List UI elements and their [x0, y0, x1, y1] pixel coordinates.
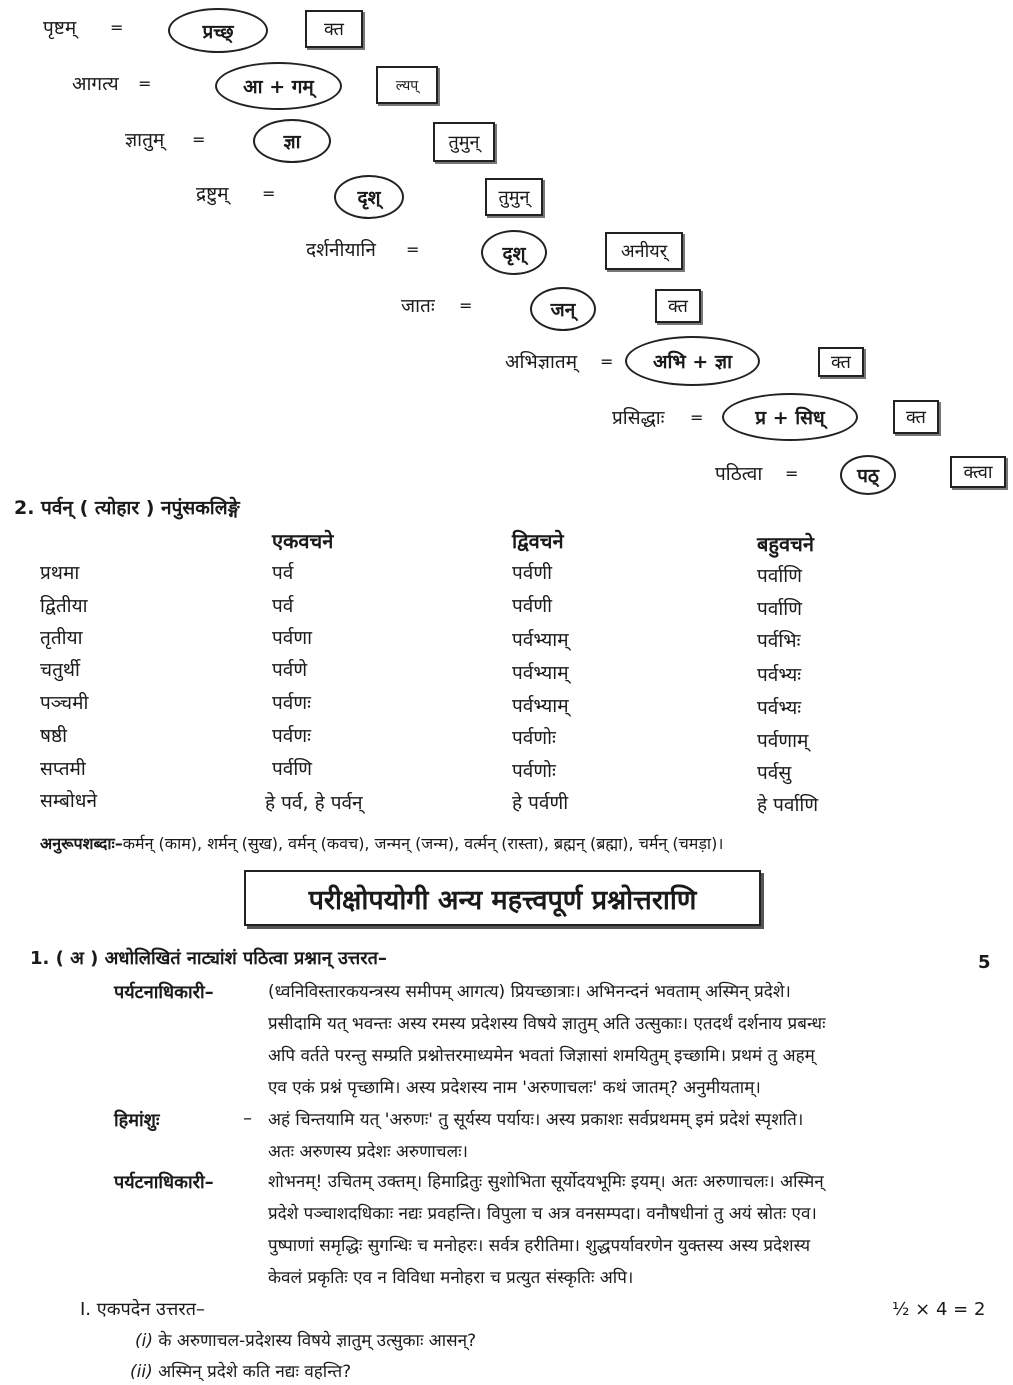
- root-oval: पठ्: [840, 455, 896, 495]
- equals-sign: =: [138, 74, 152, 93]
- case-label: द्वितीया: [40, 595, 88, 617]
- form-singular: हे पर्व, हे पर्वन्: [265, 792, 363, 814]
- case-label: षष्ठी: [40, 725, 68, 747]
- section-banner: परीक्षोपयोगी अन्य महत्त्वपूर्ण प्रश्नोत्तराणि: [244, 870, 761, 926]
- form-dual: पर्वभ्याम्: [512, 695, 569, 717]
- suffix-box: तुमुन्: [433, 122, 495, 162]
- question-instruction: अधोलिखितं नाट्यांशं पठित्वा प्रश्नान् उत्तरत–: [104, 948, 387, 969]
- derived-word: दर्शनीयानि: [306, 239, 376, 261]
- form-singular: पर्व: [272, 595, 294, 617]
- dialogue-line: (ध्वनिविस्तारकयन्त्रस्य समीपम् आगत्य) प्रियच्छात्राः। अभिनन्दनं भवताम् अस्मिन् प्रदेशे।: [268, 982, 791, 1002]
- subquestion-item: [135, 1328, 476, 1351]
- dialogue-line: पुष्पाणां समृद्धिः सुगन्धिः च मनोहरः। सर्वत्र हरीतिमा। शुद्धपर्यावरणेन युक्तस्य अस्य प्रदेशस्य: [268, 1236, 811, 1256]
- form-singular: पर्वणः: [272, 692, 311, 714]
- root-oval: दृश्: [334, 175, 404, 219]
- item-text: के अरुणाचल-प्रदेशस्य विषये ज्ञातुम् उत्सुकाः आसन्?: [158, 1331, 477, 1351]
- column-header-plural: बहुवचने: [757, 532, 814, 556]
- dialogue-line: प्रसीदामि यत् भवन्तः अस्य रमस्य प्रदेशस्य विषये ज्ञातुम् अति उत्सुकाः। एतदर्थं दर्शनाय प्रबन्धः: [268, 1014, 826, 1034]
- form-plural: पर्वसु: [757, 762, 792, 784]
- question-number: 1. ( अ ): [30, 948, 99, 969]
- form-dual: हे पर्वणी: [512, 792, 569, 814]
- form-dual: पर्वणी: [512, 562, 553, 584]
- derived-word: आगत्य: [72, 73, 119, 95]
- subquestion-marks: ½ × 4 = 2: [892, 1299, 986, 1320]
- equals-sign: =: [459, 296, 473, 315]
- case-label: चतुर्थी: [40, 659, 80, 681]
- question-heading: [30, 946, 387, 970]
- equals-sign: =: [600, 352, 614, 371]
- speaker-name: पर्यटनाधिकारी–: [114, 1172, 214, 1193]
- dialogue-text: [268, 976, 998, 1104]
- similar-words-label: अनुरूपशब्दाः–: [40, 834, 123, 853]
- derived-word: पठित्वा: [715, 463, 763, 485]
- case-label: सप्तमी: [40, 758, 86, 780]
- declension-heading: 2. पर्वन् ( त्योहार ) नपुंसकलिङ्गे: [14, 497, 240, 519]
- item-text: अस्मिन् प्रदेशे कति नद्यः वहन्ति?: [158, 1362, 352, 1382]
- dialogue-text: [268, 1166, 998, 1294]
- form-plural: पर्वणाम्: [757, 730, 809, 752]
- equals-sign: =: [690, 408, 704, 427]
- equals-sign: =: [262, 184, 276, 203]
- equals-sign: =: [192, 130, 206, 149]
- suffix-box: क्त: [305, 10, 363, 48]
- column-header-dual: द्विवचने: [512, 529, 564, 553]
- form-plural: पर्वभ्यः: [757, 664, 802, 686]
- derived-word: ज्ञातुम्: [125, 129, 165, 151]
- root-oval: दृश्: [481, 230, 547, 275]
- derived-word: जातः: [401, 295, 435, 317]
- dialogue-line: अतः अरुणस्य प्रदेशः अरुणाचलः।: [268, 1142, 468, 1162]
- case-label: सम्बोधने: [40, 790, 98, 812]
- form-singular: पर्व: [272, 562, 294, 584]
- form-plural: पर्वभिः: [757, 630, 801, 652]
- root-oval: प्रच्छ्: [168, 8, 268, 53]
- similar-words-line: [40, 832, 723, 854]
- form-plural: हे पर्वाणि: [757, 794, 819, 816]
- root-oval: ज्ञा: [253, 119, 331, 163]
- subquestion-heading: [80, 1297, 205, 1321]
- root-oval: अभि + ज्ञा: [625, 336, 760, 386]
- form-plural: पर्वाणि: [757, 565, 802, 587]
- item-number: (i): [135, 1331, 153, 1351]
- dialogue-line: प्रदेशे पञ्चाशदधिकाः नद्यः प्रवहन्ति। विपुला च अत्र वनसम्पदा। वनौषधीनां तु अयं स्रोतः एव।: [268, 1204, 817, 1224]
- form-dual: पर्वभ्याम्: [512, 629, 569, 651]
- dialogue-line: एव एकं प्रश्नं पृच्छामि। अस्य प्रदेशस्य नाम 'अरुणाचलः' कथं जातम्? अनुमीयताम्।: [268, 1078, 761, 1098]
- subquestion-number: I.: [80, 1299, 92, 1320]
- suffix-box: तुमुन्: [485, 178, 543, 216]
- speaker-name: हिमांशुः: [114, 1110, 160, 1131]
- equals-sign: =: [406, 240, 420, 259]
- form-dual: पर्वणोः: [512, 727, 556, 749]
- case-label: तृतीया: [40, 627, 83, 649]
- item-number: (ii): [130, 1362, 153, 1382]
- form-singular: पर्वणः: [272, 725, 311, 747]
- form-dual: पर्वणोः: [512, 760, 556, 782]
- form-singular: पर्वणे: [272, 659, 308, 681]
- derived-word: द्रष्टुम्: [196, 183, 229, 205]
- equals-sign: =: [785, 464, 799, 483]
- question-marks: 5: [978, 952, 991, 973]
- suffix-box: क्त: [893, 400, 939, 434]
- form-plural: पर्वाणि: [757, 598, 802, 620]
- derived-word: अभिज्ञातम्: [505, 351, 578, 373]
- suffix-box: अनीयर्: [605, 232, 683, 270]
- subquestion-instruction: एकपदेन उत्तरत–: [96, 1299, 205, 1320]
- similar-words-list: कर्मन् (काम), शर्मन् (सुख), वर्मन् (कवच), जन्मन् (जन्म), वर्त्मन् (रास्ता), ब्रह्मन् (ब्रह्मा), चर्मन् (चमड़ा)।: [122, 834, 724, 853]
- equals-sign: =: [110, 18, 124, 37]
- suffix-box: क्त: [655, 289, 701, 323]
- root-oval: जन्: [530, 287, 596, 331]
- subquestion-item: [130, 1359, 351, 1382]
- column-header-singular: एकवचने: [272, 529, 334, 553]
- dialogue-text: [268, 1104, 998, 1168]
- dialogue-line: शोभनम्! उचितम् उक्तम्। हिमाद्रितुः सुशोभिता सूर्योदयभूमिः इयम्। अतः अरुणाचलः। अस्मिन्: [268, 1172, 824, 1192]
- speaker-dash: –: [243, 1108, 252, 1129]
- dialogue-line: अपि वर्तते परन्तु सम्प्रति प्रश्नोत्तरमाध्यमेन भवतां जिज्ञासां शमयितुम् इच्छामि। प्रथमं तु अहम्: [268, 1046, 815, 1066]
- form-dual: पर्वभ्याम्: [512, 662, 569, 684]
- case-label: प्रथमा: [40, 562, 80, 584]
- suffix-box: क्त: [818, 347, 864, 377]
- speaker-name: पर्यटनाधिकारी–: [114, 982, 214, 1003]
- form-singular: पर्वणि: [272, 758, 313, 780]
- derived-word: पृष्टम्: [43, 17, 77, 39]
- suffix-box: ल्यप्: [376, 66, 438, 104]
- suffix-box: क्त्वा: [950, 456, 1006, 488]
- dialogue-line: अहं चिन्तयामि यत् 'अरुणः' तु सूर्यस्य पर्यायः। अस्य प्रकाशः सर्वप्रथमम् इमं प्रदेशं स्पृशति।: [268, 1110, 804, 1130]
- form-dual: पर्वणी: [512, 595, 553, 617]
- dialogue-line: केवलं प्रकृतिः एव न विविधा मनोहरा च प्रत्युत संस्कृतिः अपि।: [268, 1268, 634, 1288]
- form-plural: पर्वभ्यः: [757, 697, 802, 719]
- derived-word: प्रसिद्धाः: [612, 407, 665, 429]
- case-label: पञ्चमी: [40, 692, 89, 714]
- form-singular: पर्वणा: [272, 627, 313, 649]
- root-oval: प्र + सिध्: [722, 393, 858, 441]
- root-oval: आ + गम्: [215, 62, 342, 110]
